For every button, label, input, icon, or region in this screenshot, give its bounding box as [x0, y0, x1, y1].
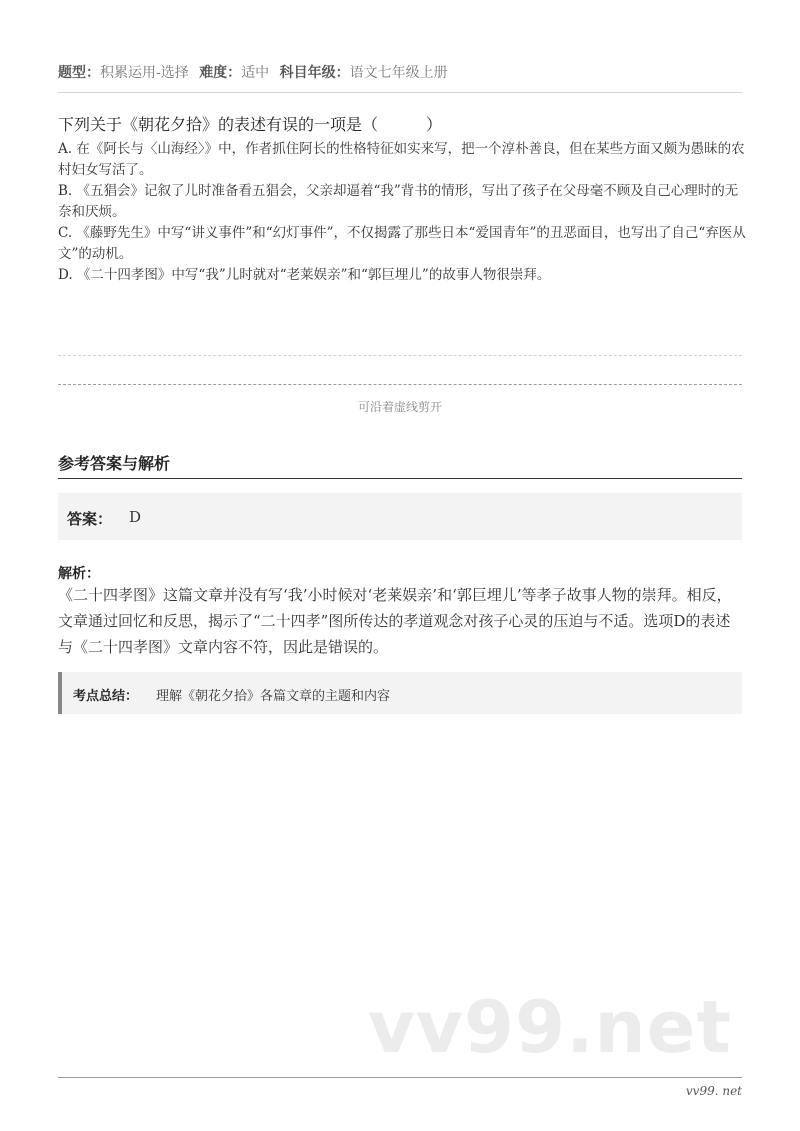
key-point-value: 理解《朝花夕拾》各篇文章的主题和内容: [156, 689, 391, 704]
difficulty-value: 适中: [241, 65, 270, 81]
header-divider: [58, 92, 742, 93]
option-list: [58, 139, 748, 286]
footer-site: vv99. net: [685, 1084, 742, 1098]
cut-line: [58, 384, 742, 385]
answer-value: D: [129, 508, 142, 526]
option-a: A. 在《阿长与〈山海经〉》中，作者抓住阿长的性格特征如实来写，把一个淳朴善良，但在某些方面又颇为愚昧的农村妇女写活了。: [58, 141, 745, 178]
footer-divider: [58, 1077, 742, 1078]
answer-space-divider: [58, 355, 742, 356]
explanation-label: 解析：: [58, 566, 100, 582]
section-divider: [58, 478, 742, 479]
type-label: 题型：: [58, 65, 100, 81]
option-c: C. 《藤野先生》中写“讲义事件”和“幻灯事件”，不仅揭露了那些日本“爱国青年”的丑恶面目，也写出了自己“弃医从文”的动机。: [58, 225, 746, 262]
watermark: vv99.net: [368, 985, 732, 1069]
grade-label: 科目年级：: [279, 65, 350, 81]
difficulty-label: 难度：: [199, 65, 242, 81]
option-d: D. 《二十四孝图》中写“我”儿时就对“老莱娱亲”和“郭巨埋儿”的故事人物很崇拜。: [58, 267, 551, 283]
type-value: 积累运用-选择: [100, 65, 189, 81]
answer-label: 答案：: [67, 510, 113, 528]
cut-hint: 可沿着虚线剪开: [357, 400, 442, 414]
key-point-box: [58, 672, 742, 714]
explanation-text: 《二十四孝图》这篇文章并没有写‘我’小时候对‘老莱娱亲’和‘郭巨埋儿’等孝子故事人物的崇拜。相反，文章通过回忆和反思，揭示了“二十四孝”图所传达的孝道观念对孩子心灵的压迫与不适。选项D的表述与《二十四孝图》文章内容不符，因此是错误的。: [58, 586, 732, 656]
grade-value: 语文七年级上册: [349, 65, 448, 81]
question-stem: 下列关于《朝花夕拾》的表述有误的一项是（ ）: [58, 115, 443, 134]
question-meta: [58, 62, 454, 82]
answer-box: [58, 493, 742, 540]
answer-section-title: 参考答案与解析: [58, 454, 171, 473]
option-b: B. 《五猖会》记叙了儿时准备看五猖会，父亲却逼着“我”背书的情形，写出了孩子在父母毫不顾及自己心理时的无奈和厌烦。: [58, 183, 739, 220]
key-point-label: 考点总结：: [73, 689, 139, 704]
